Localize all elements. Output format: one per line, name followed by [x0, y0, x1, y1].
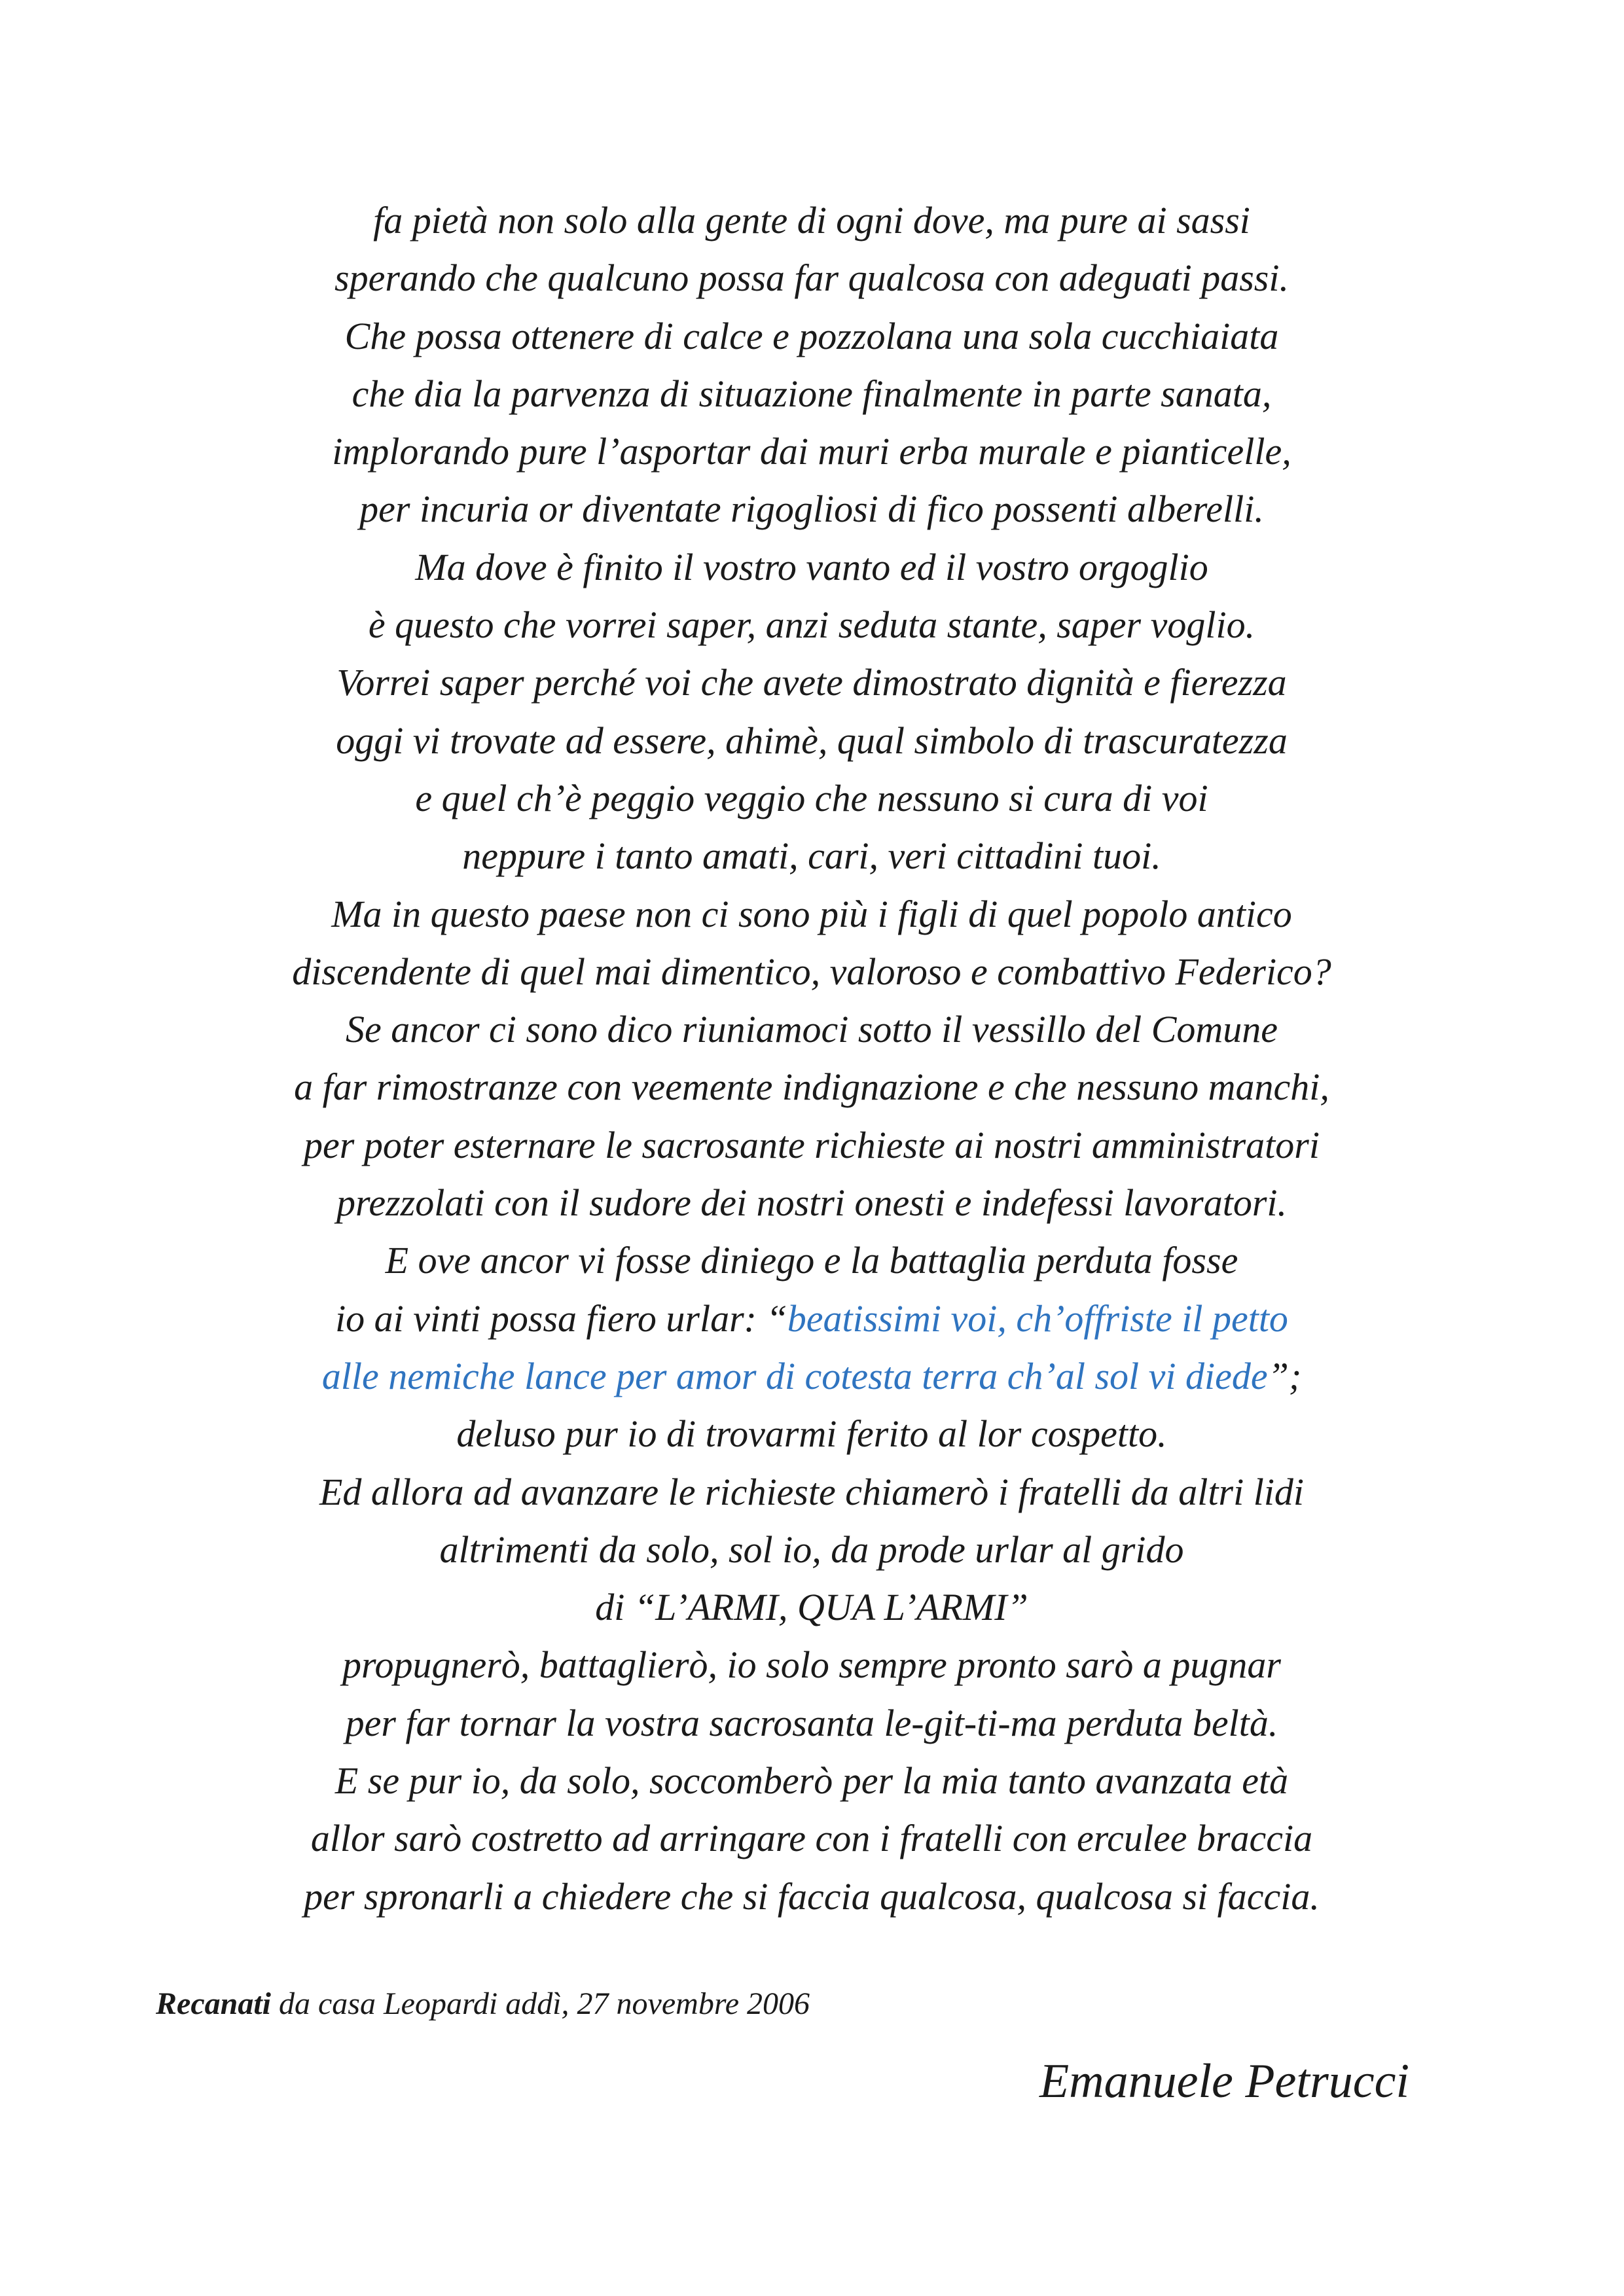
poem-line: prezzolati con il sudore dei nostri onesti e indefessi lavoratori. — [336, 1181, 1288, 1225]
poem-line: e quel ch’è peggio veggio che nessuno si cura di voi — [415, 776, 1208, 819]
poem-line: oggi vi trovate ad essere, ahimè, qual simbolo di trascuratezza — [336, 719, 1288, 762]
poem-line: Ma dove è finito il vostro vanto ed il vostro orgoglio — [415, 545, 1208, 588]
poem-line: Vorrei saper perché voi che avete dimostrato dignità e fierezza — [336, 661, 1287, 704]
poem-line: Ed allora ad avanzare le richieste chiamerò i fratelli da altri lidi — [319, 1470, 1305, 1513]
poem-line: discendente di quel mai dimentico, valoroso e combattivo Federico? — [292, 950, 1331, 993]
poem-line: per incuria or diventate rigogliosi di fico possenti alberelli. — [359, 488, 1264, 531]
poem-line: E ove ancor vi fosse diniego e la battaglia perduta fosse — [385, 1239, 1238, 1282]
poem-line: fa pietà non solo alla gente di ogni dove, ma pure ai sassi — [373, 199, 1250, 242]
quoted-verse: beatissimi voi, ch’offriste il petto — [787, 1297, 1288, 1340]
poem-line: per far tornar la vostra sacrosanta le-git-ti-ma perduta beltà. — [345, 1701, 1278, 1744]
poem-line-quote-end — [157, 1348, 1466, 1405]
poem-line: per spronarli a chiedere che si faccia qualcosa, qualcosa si faccia. — [304, 1874, 1320, 1918]
dateline — [156, 1986, 810, 2022]
poem-line: di “L’ARMI, QUA L’ARMI” — [595, 1586, 1028, 1629]
poem-line: Ma in questo paese non ci sono più i figli di quel popolo antico — [331, 892, 1292, 935]
poem-line: per poter esternare le sacrosante richieste ai nostri amministratori — [304, 1123, 1320, 1166]
poem-body — [157, 192, 1466, 1926]
poem-line: E se pur io, da solo, soccomberò per la mia tanto avanzata età — [334, 1759, 1289, 1803]
poem-line: deluso pur io di trovarmi ferito al lor cospetto. — [456, 1412, 1167, 1456]
poem-line: neppure i tanto amati, cari, veri cittadini tuoi. — [462, 834, 1161, 878]
author-signature: Emanuele Petrucci — [1039, 2054, 1409, 2108]
dateline-text: da casa Leopardi addì, 27 novembre 2006 — [271, 1986, 810, 2021]
poem-line: allor sarò costretto ad arringare con i fratelli con erculee braccia — [310, 1817, 1313, 1860]
poem-line-quote-start — [157, 1290, 1466, 1348]
quote-lead-in: io ai vinti possa fiero urlar: “ — [335, 1297, 787, 1340]
poem-line: Che possa ottenere di calce e pozzolana una sola cucchiaiata — [344, 314, 1279, 357]
poem-line: sperando che qualcuno possa far qualcosa con adeguati passi. — [334, 257, 1289, 300]
poem-line: Se ancor ci sono dico riuniamoci sotto il vessillo del Comune — [345, 1008, 1278, 1051]
dateline-place: Recanati — [156, 1986, 271, 2021]
poem-line: a far rimostranze con veemente indignazione e che nessuno manchi, — [294, 1066, 1329, 1109]
poem-line: propugnerò, battaglierò, io solo sempre pronto sarò a pugnar — [342, 1643, 1281, 1687]
poem-line: altrimenti da solo, sol io, da prode urlar al grido — [439, 1528, 1184, 1571]
poem-line: che dia la parvenza di situazione finalmente in parte sanata, — [352, 372, 1272, 415]
quote-close: ”; — [1267, 1354, 1302, 1397]
poem-line: è questo che vorrei saper, anzi seduta stante, saper voglio. — [368, 603, 1255, 647]
quoted-verse: alle nemiche lance per amor di cotesta terra ch’al sol vi diede — [321, 1354, 1268, 1397]
poem-line: implorando pure l’asportar dai muri erba murale e pianticelle, — [332, 430, 1291, 473]
